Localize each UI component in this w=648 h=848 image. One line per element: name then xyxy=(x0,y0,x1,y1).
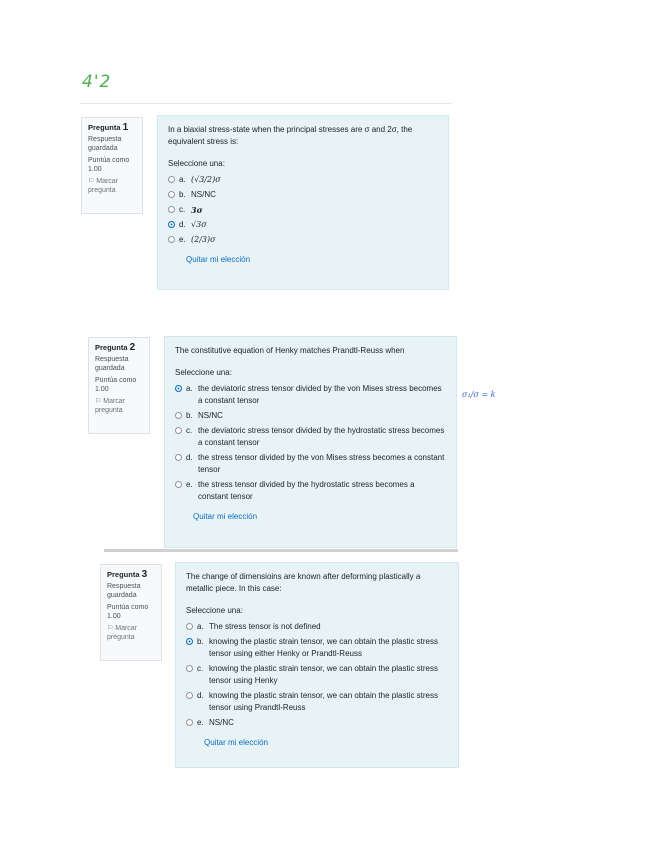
radio-button-selected[interactable] xyxy=(175,385,182,392)
radio-button[interactable] xyxy=(168,176,175,183)
question-number-3: Pregunta 3 xyxy=(107,569,148,580)
answer-option[interactable]: c. knowing the plastic strain tensor, we can obtain the plastic stress tensor using Henky xyxy=(186,663,448,687)
score-text: Puntúa como 1.00 xyxy=(107,604,149,620)
clear-choice-link[interactable]: Quitar mi elección xyxy=(204,738,269,747)
clear-choice-link[interactable]: Quitar mi elección xyxy=(193,512,258,521)
answer-option[interactable]: a. the deviatoric stress tensor divided by the von Mises stress becomes a constant tensor xyxy=(175,383,446,407)
radio-button[interactable] xyxy=(175,412,182,419)
radio-button[interactable] xyxy=(175,481,182,488)
answer-option[interactable]: b. knowing the plastic strain tensor, we can obtain the plastic stress tensor using either Henky or Prandtl-Reuss xyxy=(186,636,448,660)
divider xyxy=(80,103,452,104)
question-info-3 xyxy=(100,564,162,661)
question-box-1 xyxy=(157,115,449,290)
question-box-3 xyxy=(175,562,459,768)
radio-button[interactable] xyxy=(168,236,175,243)
flag-icon: ⚐ xyxy=(88,178,95,185)
answer-option[interactable]: b. NS/NC xyxy=(168,189,438,201)
radio-button[interactable] xyxy=(186,719,193,726)
radio-button-selected[interactable] xyxy=(168,221,175,228)
answer-option[interactable]: e. the stress tensor divided by the hydrostatic stress becomes a constant tensor xyxy=(175,479,446,503)
score-text: Puntúa como 1.00 xyxy=(88,157,130,173)
flag-question-link[interactable]: ⚐ Marcar pregunta xyxy=(88,178,119,194)
radio-button-selected[interactable] xyxy=(186,638,193,645)
answer-option[interactable]: d. the stress tensor divided by the von Mises stress becomes a constant tensor xyxy=(175,452,446,476)
radio-button[interactable] xyxy=(168,191,175,198)
score-text: Puntúa como 1.00 xyxy=(95,377,137,393)
radio-button[interactable] xyxy=(175,427,182,434)
answer-option[interactable]: b. NS/NC xyxy=(175,410,446,422)
answer-option[interactable]: c. the deviatoric stress tensor divided by the hydrostatic stress becomes a constant tensor xyxy=(175,425,446,449)
question-info-2 xyxy=(88,337,150,434)
flag-question-link[interactable]: ⚐ Marcar pregunta xyxy=(95,398,126,414)
radio-button[interactable] xyxy=(168,206,175,213)
question-text-2: The constitutive equation of Henky matches Prandtl-Reuss when xyxy=(175,346,405,355)
answer-option[interactable]: e. NS/NC xyxy=(186,717,448,729)
flag-icon: ⚐ xyxy=(95,398,102,405)
flag-question-link[interactable]: ⚐ Marcar pregunta xyxy=(107,625,138,641)
answer-option[interactable]: a. (√3/2)σ xyxy=(168,174,438,186)
flag-icon: ⚐ xyxy=(107,625,114,632)
question-text-1: In a biaxial stress-state when the principal stresses are σ and 2σ, the equivalent stress is: xyxy=(168,125,413,146)
clear-choice-link[interactable]: Quitar mi elección xyxy=(186,255,251,264)
question-number-2: Pregunta 2 xyxy=(95,342,136,353)
question-number-1: Pregunta 1 xyxy=(88,122,129,133)
handwritten-grade: 4'2 xyxy=(82,72,112,92)
select-prompt: Seleccione una: xyxy=(186,606,243,615)
radio-button[interactable] xyxy=(186,665,193,672)
status-text: Respuesta guardada xyxy=(95,356,129,372)
question-text-3: The change of dimensioins are known after deforming plastically a metallic piece. In this case: xyxy=(186,572,421,593)
answer-option[interactable]: d. √3σ xyxy=(168,219,438,231)
handwritten-note: σ₁/σ = k xyxy=(462,390,496,399)
select-prompt: Seleccione una: xyxy=(175,368,232,377)
answer-option[interactable]: a. The stress tensor is not defined xyxy=(186,621,448,633)
answer-option[interactable]: d. knowing the plastic strain tensor, we can obtain the plastic stress tensor using Prandtl-Reuss xyxy=(186,690,448,714)
status-text: Respuesta guardada xyxy=(107,583,141,599)
status-text: Respuesta guardada xyxy=(88,136,122,152)
radio-button[interactable] xyxy=(186,623,193,630)
radio-button[interactable] xyxy=(186,692,193,699)
question-box-2 xyxy=(164,336,457,548)
answer-option[interactable]: e. (2/3)σ xyxy=(168,234,438,246)
radio-button[interactable] xyxy=(175,454,182,461)
select-prompt: Seleccione una: xyxy=(168,159,225,168)
question-info-1 xyxy=(81,117,143,214)
page-break-line xyxy=(104,549,458,552)
answer-option[interactable]: c. 3σ xyxy=(168,204,438,216)
